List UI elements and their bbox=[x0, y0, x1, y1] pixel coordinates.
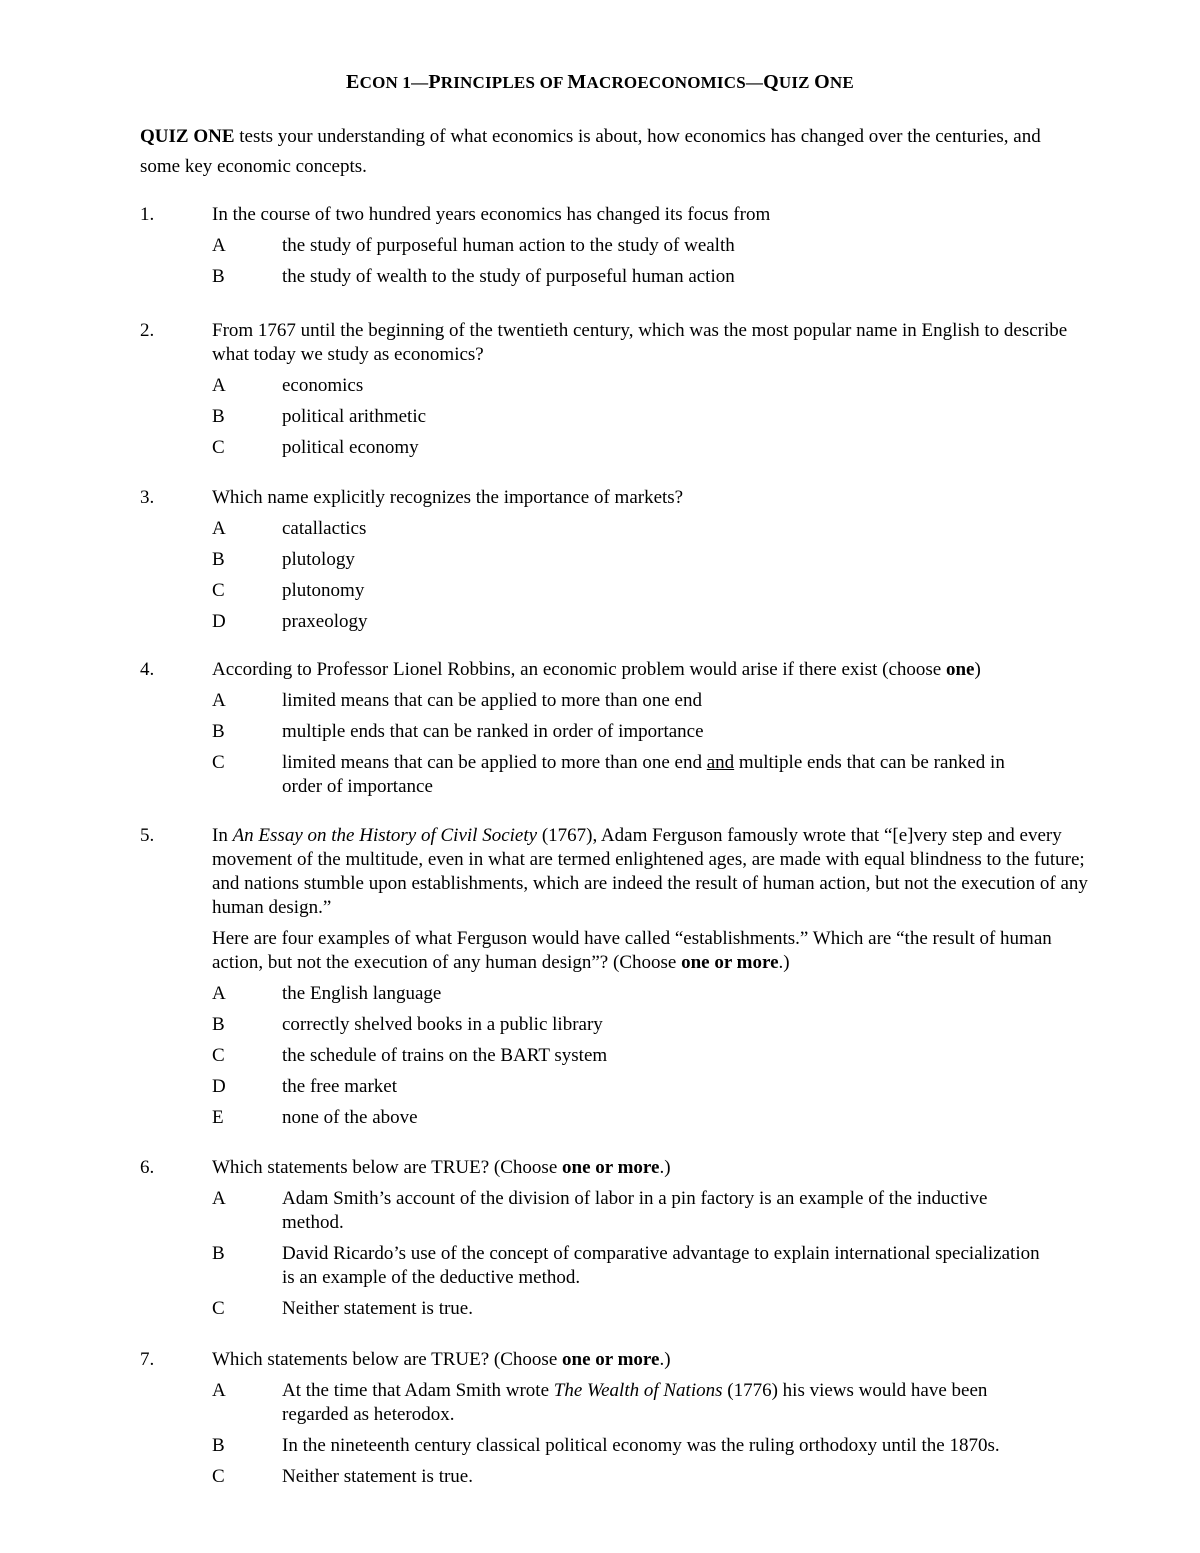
question-number: 1. bbox=[140, 204, 155, 225]
question-text-followup: Here are four examples of what Ferguson would have called “establishments.” Which are “the result of human action, but not the execution of any human design”? (Choose one or more.) bbox=[212, 928, 1052, 973]
option-a: A the English language bbox=[212, 983, 442, 1004]
option-a: A the study of purposeful human action to the study of wealth bbox=[212, 235, 735, 256]
question-number: 2. bbox=[140, 320, 155, 341]
option-c: C the schedule of trains on the BART system bbox=[212, 1045, 608, 1066]
option-a: A At the time that Adam Smith wrote The Wealth of Nations (1776) his views would have been regarded as heterodox. bbox=[212, 1380, 988, 1425]
question-2 bbox=[140, 319, 1100, 460]
question-text: Which name explicitly recognizes the importance of markets? bbox=[212, 487, 684, 508]
option-c: C political economy bbox=[212, 437, 419, 458]
option-d: D praxeology bbox=[212, 611, 368, 632]
option-b: B David Ricardo’s use of the concept of comparative advantage to explain international specialization is an example of the deductive method. bbox=[212, 1243, 1040, 1288]
option-a: A Adam Smith’s account of the division of labor in a pin factory is an example of the inductive method. bbox=[212, 1188, 988, 1233]
option-e: E none of the above bbox=[212, 1107, 418, 1128]
question-7 bbox=[140, 1348, 1100, 1489]
question-text: From 1767 until the beginning of the twentieth century, which was the most popular name in English to describe what today we study as economics? bbox=[212, 320, 1068, 365]
question-5 bbox=[140, 824, 1100, 1130]
question-text: In the course of two hundred years economics has changed its focus from bbox=[212, 204, 771, 225]
question-text: Which statements below are TRUE? (Choose one or more.) bbox=[212, 1349, 671, 1370]
intro-paragraph: QUIZ ONE tests your understanding of what economics is about, how economics has changed over the centuries, and some key economic concepts. bbox=[140, 126, 1041, 177]
question-4 bbox=[140, 658, 1100, 799]
question-number: 5. bbox=[140, 825, 155, 846]
question-6 bbox=[140, 1156, 1100, 1321]
option-c: C Neither statement is true. bbox=[212, 1298, 473, 1319]
question-text: In An Essay on the History of Civil Society (1767), Adam Ferguson famously wrote that “[e]very step and every movement of the multitude, even in what are termed enlightened ages, are made with equal blindness to the future; and nations stumble upon establishments, which are indeed the result of human action, but not the execution of any human design.” bbox=[212, 825, 1088, 918]
option-b: B the study of wealth to the study of purposeful human action bbox=[212, 266, 735, 287]
page-title: ECON 1—PRINCIPLES OF MACROECONOMICS—QUIZ ONE bbox=[346, 71, 854, 93]
question-text: According to Professor Lionel Robbins, an economic problem would arise if there exist (choose one) bbox=[212, 659, 981, 680]
option-b: B In the nineteenth century classical political economy was the ruling orthodoxy until the 1870s. bbox=[212, 1435, 1000, 1456]
option-b: B plutology bbox=[212, 549, 355, 570]
option-a: A limited means that can be applied to more than one end bbox=[212, 690, 702, 711]
option-b: B political arithmetic bbox=[212, 406, 427, 427]
question-text: Which statements below are TRUE? (Choose one or more.) bbox=[212, 1157, 671, 1178]
option-a: A economics bbox=[212, 375, 364, 396]
question-1 bbox=[140, 203, 1100, 289]
question-3 bbox=[140, 486, 1100, 634]
option-b: B correctly shelved books in a public library bbox=[212, 1014, 603, 1035]
question-number: 4. bbox=[140, 659, 155, 680]
option-c: C Neither statement is true. bbox=[212, 1466, 473, 1487]
question-number: 7. bbox=[140, 1349, 155, 1370]
option-a: A catallactics bbox=[212, 518, 367, 539]
option-c: C limited means that can be applied to more than one end and multiple ends that can be ranked in order of importance bbox=[212, 752, 1005, 797]
option-c: C plutonomy bbox=[212, 580, 365, 601]
option-d: D the free market bbox=[212, 1076, 397, 1097]
option-b: B multiple ends that can be ranked in order of importance bbox=[212, 721, 704, 742]
question-number: 6. bbox=[140, 1157, 155, 1178]
question-number: 3. bbox=[140, 487, 155, 508]
